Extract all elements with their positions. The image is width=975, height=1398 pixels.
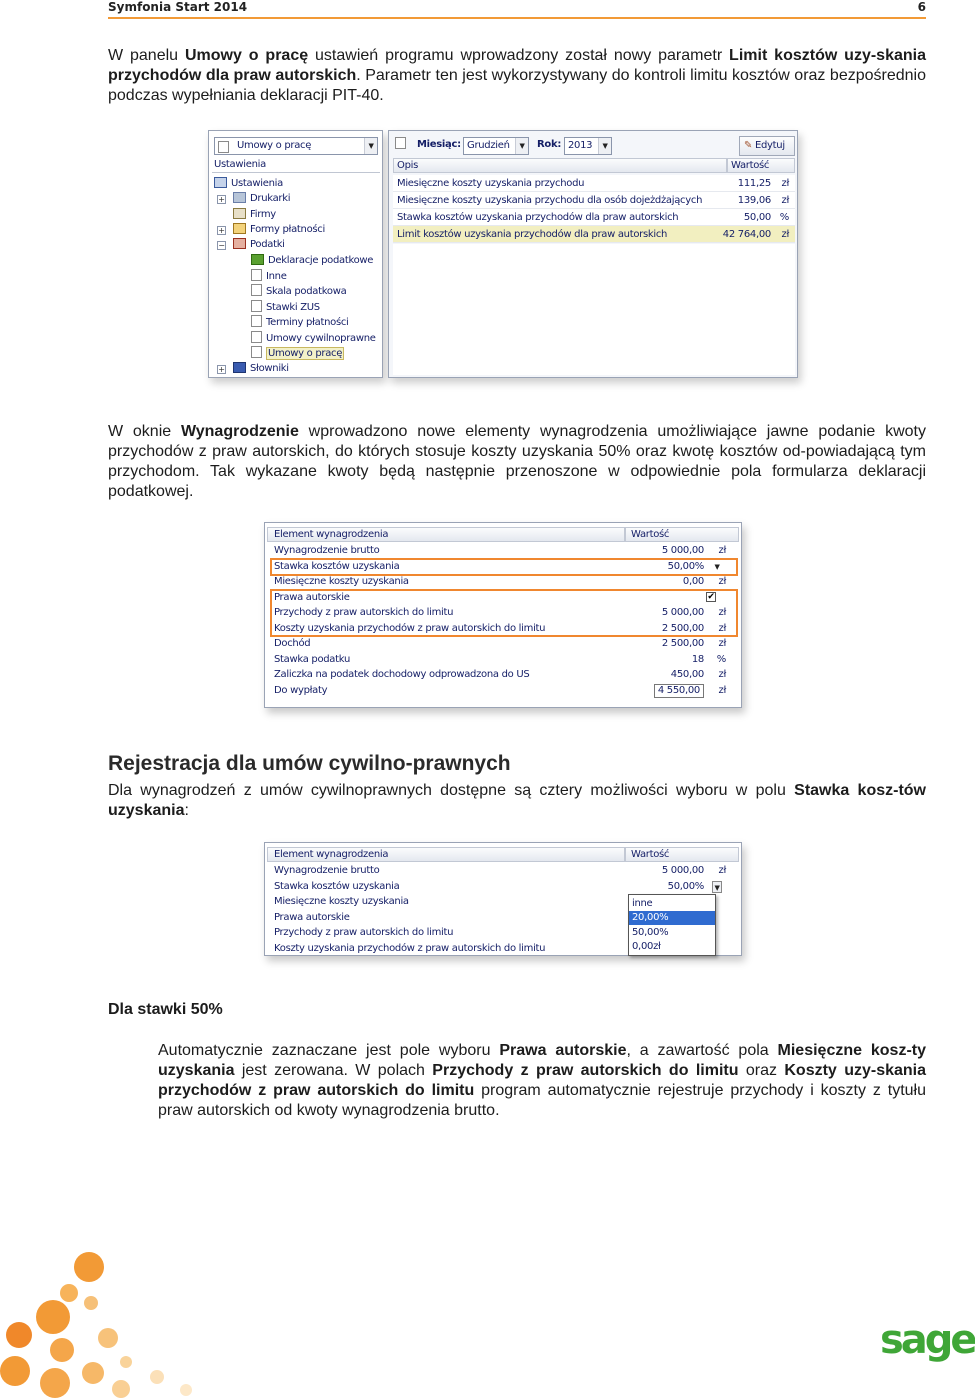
row-name: Miesięczne koszty uzyskania	[274, 896, 409, 907]
table-row[interactable]	[393, 175, 795, 192]
edit-button-label: Edytuj	[754, 140, 785, 151]
sage-logo: sage	[880, 1317, 975, 1363]
column-header-label: Opis	[397, 160, 419, 171]
page-icon	[251, 269, 262, 281]
expand-icon[interactable]: +	[218, 226, 225, 235]
tree-item-terminy[interactable]	[251, 315, 349, 330]
row-unit: zł	[718, 669, 726, 680]
text-run: , a zawartość pola	[626, 1042, 778, 1059]
row-value: 18	[691, 654, 704, 665]
text-run: W oknie	[108, 423, 181, 440]
page-icon	[251, 331, 262, 343]
firm-icon	[233, 208, 246, 219]
row-name: Stawka kosztów uzyskania	[274, 561, 400, 572]
dropdown-option[interactable]: inne	[632, 898, 653, 909]
bold-term: Prawa autorskie	[499, 1042, 627, 1059]
page-icon	[251, 346, 262, 358]
tree-item-umowy-cywilnoprawne[interactable]	[251, 331, 376, 346]
tax-icon	[233, 238, 246, 249]
row-unit: zł	[781, 229, 789, 240]
table-row-selected[interactable]	[393, 226, 795, 243]
row-desc: Limit kosztów uzyskania przychodów dla praw autorskich	[397, 229, 668, 240]
row-name: Przychody z praw autorskich do limitu	[274, 927, 454, 938]
tree-label: Firmy	[250, 209, 276, 220]
bold-term: Stawka kosz-tów uzyskania	[108, 782, 926, 819]
collapse-icon[interactable]: −	[218, 241, 225, 250]
column-header-value[interactable]	[625, 527, 739, 542]
text-run: jest zerowana. W polach	[234, 1062, 433, 1079]
tree-label-selected: Umowy o pracę	[268, 348, 343, 359]
row-unit: zł	[718, 576, 726, 587]
column-header-value[interactable]	[625, 847, 739, 862]
row-unit: zł	[718, 638, 726, 649]
row-name: Miesięczne koszty uzyskania	[274, 576, 409, 587]
row-value: 111,25	[737, 178, 771, 189]
chevron-down-icon[interactable]: ▼	[714, 563, 720, 571]
tree-label: Stawki ZUS	[266, 302, 320, 313]
tree-item-inne[interactable]	[251, 269, 287, 284]
document-icon	[218, 141, 229, 153]
text-run: :	[184, 802, 189, 819]
tree-item-ustawienia[interactable]	[214, 176, 283, 191]
header-rule	[108, 17, 926, 19]
row-unit: zł	[781, 195, 789, 206]
pit-icon	[251, 254, 264, 265]
row-name: Prawa autorskie	[274, 912, 350, 923]
cost-rate-dropdown[interactable]	[628, 894, 716, 956]
year-combo[interactable]	[564, 137, 612, 155]
tree-label: Inne	[266, 271, 287, 282]
row-value: 5 000,00	[661, 607, 704, 618]
tree-item-formy-platnosci[interactable]	[233, 222, 325, 237]
row-name: Wynagrodzenie brutto	[274, 865, 380, 876]
table-row[interactable]	[270, 652, 736, 668]
bold-term: Wynagrodzenie	[180, 423, 299, 440]
row-unit: zł	[718, 865, 726, 876]
tree-item-umowy-o-prace[interactable]	[251, 346, 344, 361]
table-row[interactable]	[270, 683, 736, 699]
settings-values-panel	[388, 130, 798, 378]
row-name: Wynagrodzenie brutto	[274, 545, 380, 556]
tree-item-slowniki[interactable]	[233, 361, 289, 376]
column-header-element[interactable]	[267, 527, 625, 542]
column-header-label: Wartość	[631, 529, 670, 540]
chevron-down-icon[interactable]: ▼	[598, 138, 611, 154]
row-unit: %	[779, 212, 789, 223]
text-run: . Parametr ten jest wykorzystywany do kontroli limitu kosztów oraz bezpośrednio podczas wypełniania deklaracji PIT-40.	[108, 67, 927, 104]
tree-label: Słowniki	[250, 363, 289, 374]
row-value: 50,00%	[667, 561, 704, 572]
section-label: Ustawienia	[214, 159, 266, 170]
row-value: 2 500,00	[661, 623, 704, 634]
pencil-icon: ✎	[744, 140, 753, 151]
bold-term: Umowy o pracę	[184, 47, 309, 64]
bold-term: Limit kosztów uzy-skania przychodów dla praw autorskich	[108, 47, 926, 84]
bold-term: Miesięczne kosz-ty uzyskania	[158, 1042, 926, 1079]
row-desc: Miesięczne koszty uzyskania przychodu dla osób dojeżdżających	[397, 195, 703, 206]
tree-label: Podatki	[250, 239, 285, 250]
bold-term: Koszty uzy-skania przychodów z praw autorskich do limitu	[158, 1062, 927, 1099]
column-header-desc[interactable]	[393, 158, 727, 173]
tree-label: Ustawienia	[231, 178, 283, 189]
row-value: 50,00%	[667, 881, 704, 892]
text-run: program automatycznie rejestruje przychody i koszty z tytułu praw autorskich od kwoty wynagrodzenia brutto.	[158, 1082, 927, 1119]
dropdown-option[interactable]: 0,00zł	[632, 941, 661, 952]
month-combo[interactable]	[463, 137, 529, 155]
chevron-down-icon[interactable]: ▼	[364, 138, 377, 154]
highlight-box	[270, 558, 738, 576]
row-value: 5 000,00	[661, 545, 704, 556]
row-unit: zł	[718, 623, 726, 634]
row-name: Koszty uzyskania przychodów z praw autorskich do limitu	[274, 943, 546, 954]
expand-icon[interactable]: +	[218, 195, 225, 204]
expand-icon[interactable]: +	[218, 365, 225, 374]
table-row[interactable]	[393, 192, 795, 209]
tools-icon	[214, 177, 227, 188]
options-paragraph	[108, 781, 926, 821]
table-row[interactable]	[270, 879, 736, 895]
table-row[interactable]	[270, 667, 736, 683]
dictionary-icon	[233, 362, 246, 373]
text-run: Dla wynagrodzeń z umów cywilnoprawnych dostępne są cztery możliwości wyboru w polu	[108, 782, 795, 799]
page-icon	[251, 315, 262, 327]
table-row[interactable]	[270, 543, 736, 559]
table-row[interactable]	[270, 863, 736, 879]
text-run: W panelu	[108, 47, 185, 64]
category-combo[interactable]	[214, 137, 378, 155]
intro-paragraph	[108, 46, 926, 106]
text-run: Automatycznie zaznaczane jest pole wyboru	[158, 1042, 500, 1059]
tree-item-deklaracje[interactable]	[251, 253, 373, 268]
row-value: 0,00	[682, 576, 704, 587]
table-empty-area	[393, 244, 795, 375]
text-run: oraz	[738, 1062, 785, 1079]
row-name: Stawka kosztów uzyskania	[274, 881, 400, 892]
row-name: Przychody z praw autorskich do limitu	[274, 607, 454, 618]
page-icon	[251, 300, 262, 312]
document-icon	[395, 137, 406, 149]
row-name: Koszty uzyskania przychodów z praw autorskich do limitu	[274, 623, 546, 634]
divider	[212, 172, 380, 173]
table-row[interactable]	[270, 636, 736, 652]
page-header	[108, 0, 926, 18]
text-run: wprowadzono nowe elementy wynagrodzenia umożliwiające jawne podanie kwoty przychodów z praw autorskich, do których stosuje koszty uzyskania 50% oraz kwotę kosztów od-powiadającą tym przychodom. Tak wykazane kwoty będą następnie przenoszone w odpowiednie pola formularza deklaracji podatkowej.	[108, 423, 926, 500]
tree-label: Umowy cywilnoprawne	[266, 333, 376, 344]
row-unit: zł	[718, 685, 726, 696]
tree-label: Deklaracje podatkowe	[268, 255, 374, 266]
year-value: 2013	[568, 140, 593, 151]
row-value: 5 000,00	[661, 865, 704, 876]
row-name: Do wypłaty	[274, 685, 328, 696]
section-heading: Rejestracja dla umów cywilno-prawnych	[108, 752, 511, 775]
settings-tree-panel	[208, 130, 383, 378]
page-number: 6	[917, 0, 926, 14]
edit-button[interactable]	[739, 136, 795, 156]
document-title: Symfonia Start 2014	[108, 0, 248, 14]
prawa-autorskie-checkbox[interactable]: ✔	[707, 592, 715, 602]
column-header-label: Wartość	[731, 160, 770, 171]
row-value: 4 550,00	[654, 684, 704, 698]
month-value: Grudzień	[467, 140, 510, 151]
row-unit: zł	[718, 607, 726, 618]
row-value: 42 764,00	[722, 229, 771, 240]
row-value: 50,00	[743, 212, 771, 223]
month-label: Miesiąc:	[417, 139, 461, 150]
chevron-down-icon[interactable]: ▼	[515, 138, 528, 154]
tree-label: Terminy płatności	[266, 317, 349, 328]
highlight-box	[270, 589, 738, 637]
salary-paragraph	[108, 422, 926, 502]
column-header-element[interactable]	[267, 847, 625, 862]
dropdown-option-selected[interactable]: 20,00%	[629, 911, 715, 925]
column-header-label: Element wynagrodzenia	[274, 849, 389, 860]
row-name: Zaliczka na podatek dochodowy odprowadzona do US	[274, 669, 530, 680]
category-combo-value: Umowy o pracę	[237, 140, 312, 151]
tree-item-stawki-zus[interactable]	[251, 300, 320, 315]
civil-contract-grid	[264, 842, 742, 956]
row-name: Prawa autorskie	[274, 592, 350, 603]
tree-label: Drukarki	[250, 193, 291, 204]
page-icon	[251, 284, 262, 296]
row-desc: Miesięczne koszty uzyskania przychodu	[397, 178, 585, 189]
row-unit: %	[716, 654, 726, 665]
row-value: 2 500,00	[661, 638, 704, 649]
tree-item-podatki[interactable]	[233, 237, 285, 252]
chevron-down-icon[interactable]: ▼	[712, 881, 722, 893]
year-label: Rok:	[537, 139, 562, 150]
row-desc: Stawka kosztów uzyskania przychodów dla praw autorskich	[397, 212, 679, 223]
table-row[interactable]	[270, 574, 736, 590]
row-value: 450,00	[670, 669, 704, 680]
dropdown-option[interactable]: 50,00%	[632, 927, 669, 938]
subheading: Dla stawki 50%	[108, 1001, 223, 1018]
row-unit: zł	[781, 178, 789, 189]
tree-item-firmy[interactable]	[233, 207, 276, 222]
column-header-label: Element wynagrodzenia	[274, 529, 389, 540]
bold-term: Przychody z praw autorskich do limitu	[432, 1062, 739, 1079]
tree-label: Skala podatkowa	[266, 286, 347, 297]
column-header-label: Wartość	[631, 849, 670, 860]
tree-label: Formy płatności	[250, 224, 325, 235]
tree-item-drukarki[interactable]	[233, 191, 290, 206]
text-run: ustawień programu wprowadzony został nowy parametr	[308, 47, 730, 64]
table-row[interactable]	[393, 209, 795, 226]
printer-icon	[233, 192, 246, 203]
payment-icon	[233, 223, 246, 234]
row-unit: zł	[718, 545, 726, 556]
row-value: 139,06	[737, 195, 771, 206]
salary-elements-grid	[264, 522, 742, 708]
row-name: Dochód	[274, 638, 311, 649]
rate-50-paragraph	[158, 1041, 926, 1121]
row-name: Stawka podatku	[274, 654, 350, 665]
column-header-value[interactable]	[727, 158, 795, 173]
tree-item-skala[interactable]	[251, 284, 346, 299]
